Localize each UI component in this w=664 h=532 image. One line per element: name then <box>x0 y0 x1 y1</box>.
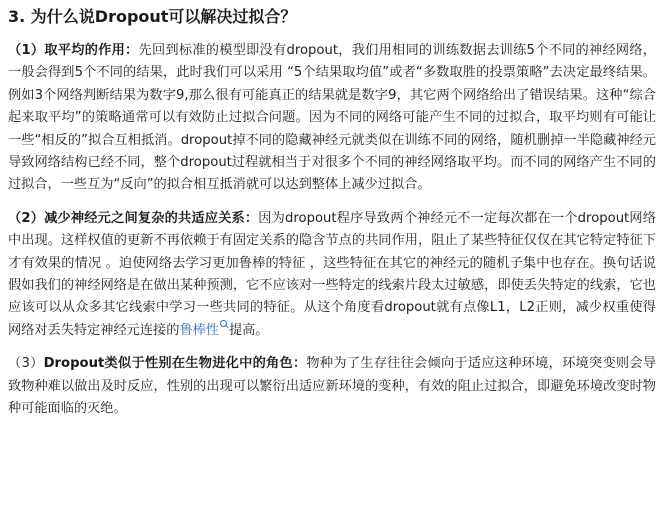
paragraph-evolution <box>8 353 656 420</box>
paragraph-averaging-label: （1）取平均的作用： <box>8 43 139 58</box>
paragraph-co-adaptation-text: 因为dropout程序导致两个神经元不一定每次都在一个dropout网络中出现。这样权值的更新不再依赖于有固定关系的隐含节点的共同作用，阻止了某些特征仅仅在其它特定特征下才有效果的情况 。迫使网络去学习更加鲁棒的特征 ，这些特征在其它的神经元的随机子集中也存在。换句话说假如我们的神经网络是在做出某种预测，它不应该对一些特定的线索片段太过敏感，即使丢失特定的线索，它也应该可以从众多其它线索中学习一些共同的特征。从这个角度看dropout就有点像L1，L2正则，减少权重使得网络对丢失特定神经元连接的 <box>8 210 656 338</box>
paragraph-co-adaptation <box>8 208 656 342</box>
paragraph-co-adaptation-label: （2）减少神经元之间复杂的共适应关系： <box>8 210 259 226</box>
paragraph-averaging <box>8 40 656 197</box>
paragraph-evolution-label: Dropout类似于性别在生物进化中的角色： <box>43 356 307 372</box>
section-heading: 3. 为什么说Dropout可以解决过拟合？ <box>8 7 297 26</box>
paragraph-evolution-prefix: （3） <box>8 356 44 372</box>
paragraph-evolution-text: 物种为了生存往往会倾向于适应这种环境，环境突变则会导致物种难以做出及时反应，性别的出现可以繁衍出适应新环境的变种，有效的阻止过拟合，即避免环境改变时物种可能面临的灭绝。 <box>8 356 657 417</box>
robustness-link[interactable]: 鲁棒性 <box>179 322 219 338</box>
search-icon-handle <box>225 326 228 329</box>
paragraph-co-adaptation-tail: 提高。 <box>229 322 269 338</box>
paragraph-averaging-text: 先回到标准的模型即没有dropout，我们用相同的训练数据去训练5个不同的神经网络，一般会得到5个不同的结果，此时我们可以采用 “5个结果取均值”或者“多数取胜的投票策略”去决定最终结果。例如3个网络判断结果为数字9,那么很有可能真正的结果就是数字9，其它两个网络给出了错误结果。这种“综合起来取平均”的策略通常可以有效防止过拟合问题。因为不同的网络可能产生不同的过拟合，取平均则有可能让一些“相反的”拟合互相抵消。dropout掉不同的隐藏神经元就类似在训练不同的网络，随机删掉一半隐藏神经元导致网络结构已经不同，整个dropout过程就相当于对很多个不同的神经网络取平均。而不同的网络产生不同的过拟合，一些互为“反向”的拟合相互抵消就可以达到整体上减少过拟合。 <box>8 43 656 193</box>
search-icon[interactable] <box>220 320 228 328</box>
